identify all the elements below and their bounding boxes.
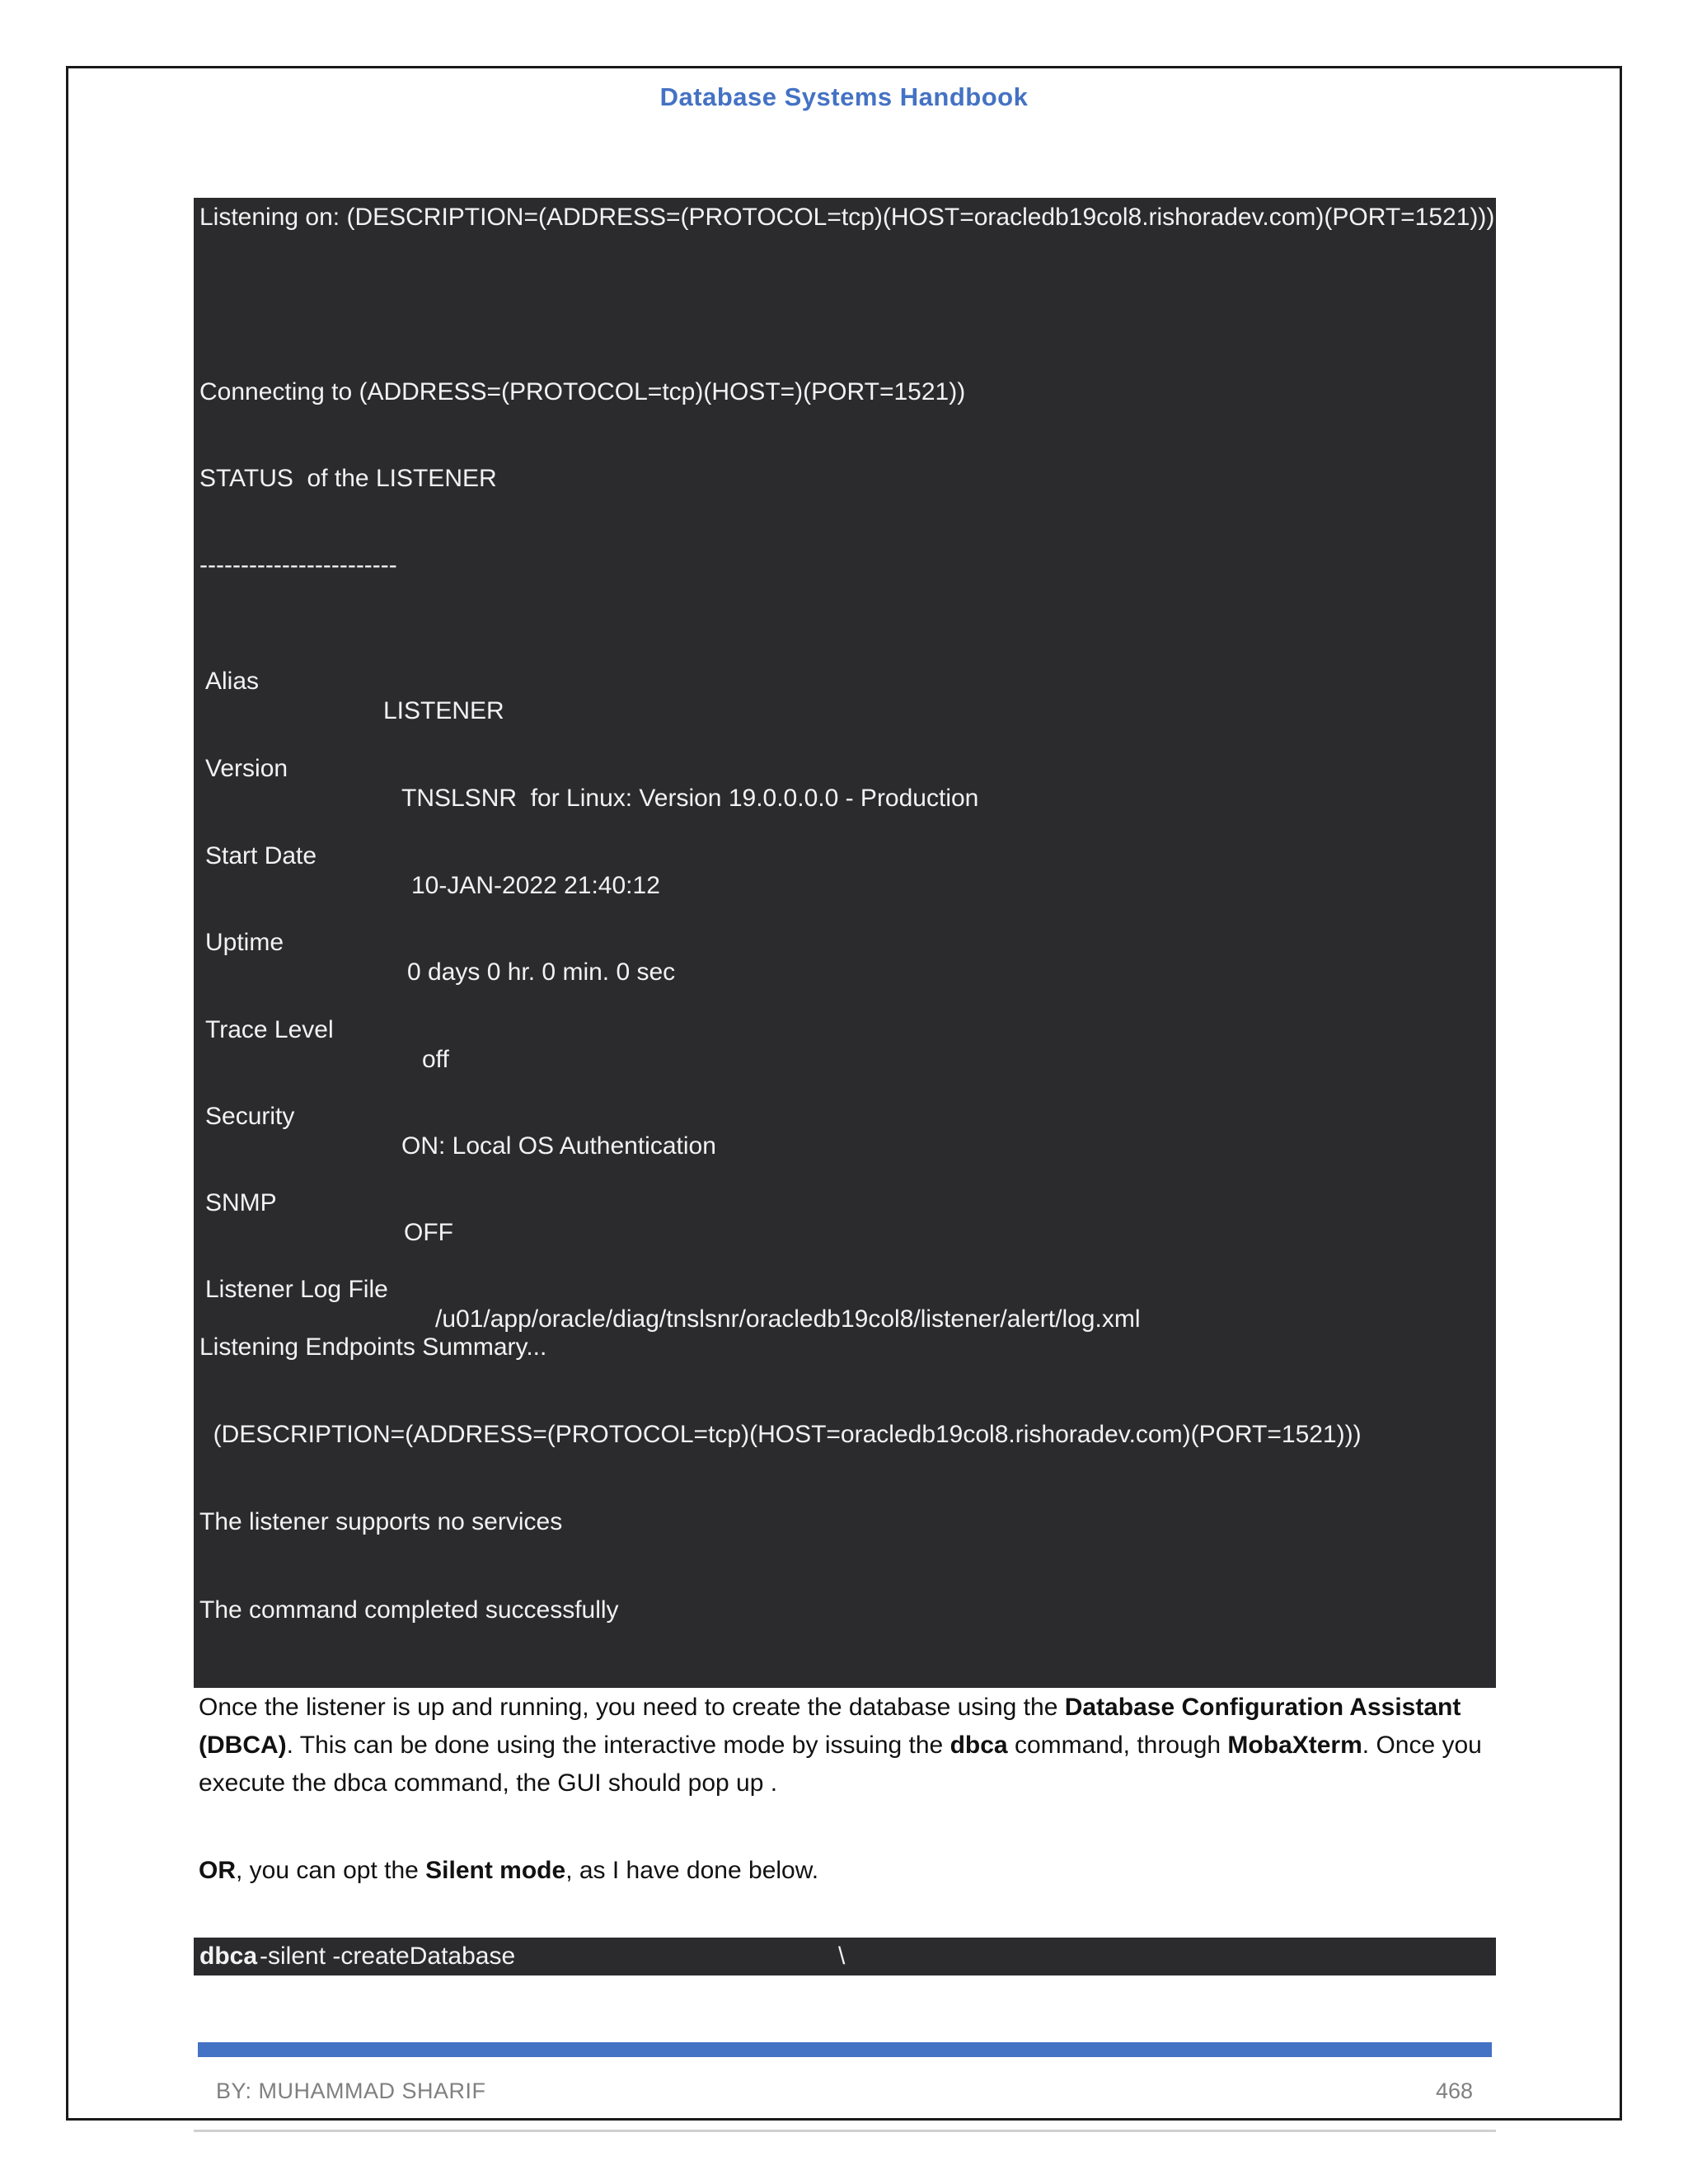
field-value: 10-JAN-2022 21:40:12 <box>411 872 660 899</box>
bold-term-mobaxterm: MobaXterm <box>1227 1732 1362 1759</box>
field-key: SNMP <box>205 1189 277 1216</box>
field-value: 0 days 0 hr. 0 min. 0 sec <box>407 958 676 986</box>
connecting-to-line: Connecting to (ADDRESS=(PROTOCOL=tcp)(HOST=)(PORT=1521)) <box>199 378 966 405</box>
field-key: Alias <box>205 668 260 695</box>
completed-line: The command completed successfully <box>199 1596 619 1624</box>
field-key: Start Date <box>205 842 317 869</box>
bold-term-or: OR <box>199 1857 236 1884</box>
footer-author: BY: MUHAMMAD SHARIF <box>216 2079 486 2103</box>
page-number: 468 <box>1436 2079 1474 2103</box>
line-continuation: \ <box>838 1943 846 1970</box>
field-key: Uptime <box>205 929 284 956</box>
field-value: off <box>422 1046 449 1073</box>
endpoints-summary-line: Listening Endpoints Summary... <box>199 1333 547 1361</box>
field-value: /u01/app/oracle/diag/tnslsnr/oracledb19col8/listener/alert/log.xml <box>435 1305 1141 1333</box>
paragraph-text: command, through <box>1007 1732 1228 1759</box>
bottom-divider <box>194 2130 1496 2132</box>
paragraph-text: , you can opt the <box>236 1857 426 1884</box>
field-key: Listener Log File <box>205 1276 388 1303</box>
header-title: Database Systems Handbook <box>659 82 1029 111</box>
bold-term-dbca-full: Database Configuration Assistant (DBCA) <box>199 1694 1461 1759</box>
paragraph-text: , as I have done below. <box>565 1857 819 1884</box>
field-key: Security <box>205 1103 295 1130</box>
paragraph-text: . Once you execute the dbca command, the GUI should pop up . <box>199 1732 1482 1797</box>
command-code-block <box>194 1938 1496 1975</box>
bold-term-silent-mode: Silent mode <box>425 1857 566 1884</box>
body-paragraph-dbca <box>199 1689 1501 1802</box>
footer-divider <box>198 2042 1492 2057</box>
paragraph-text: Once the listener is up and running, you need to create the database using the <box>199 1694 1065 1721</box>
field-key: Version <box>205 755 288 782</box>
command-name: dbca <box>199 1943 258 1970</box>
body-paragraph-silent <box>199 1852 1501 1890</box>
field-value: OFF <box>404 1219 453 1246</box>
listening-on-line: Listening on: (DESCRIPTION=(ADDRESS=(PROTOCOL=tcp)(HOST=oracledb19col8.rishoradev.com)(PORT=1521))) <box>199 204 1495 231</box>
endpoint-line: (DESCRIPTION=(ADDRESS=(PROTOCOL=tcp)(HOST=oracledb19col8.rishoradev.com)(PORT=1521))) <box>199 1421 1362 1448</box>
field-value: ON: Local OS Authentication <box>401 1132 716 1160</box>
field-value: TNSLSNR for Linux: Version 19.0.0.0.0 - Production <box>401 785 979 812</box>
no-services-line: The listener supports no services <box>199 1508 563 1535</box>
bold-term-dbca: dbca <box>950 1732 1008 1759</box>
status-heading-line: STATUS of the LISTENER <box>199 465 497 492</box>
command-arguments: -silent -createDatabase <box>260 1943 516 1970</box>
terminal-output-block <box>194 198 1496 1688</box>
field-value: LISTENER <box>383 697 504 724</box>
separator-line: ------------------------ <box>199 551 397 579</box>
paragraph-text: . This can be done using the interactive mode by issuing the <box>286 1732 950 1759</box>
field-key: Trace Level <box>205 1016 334 1043</box>
